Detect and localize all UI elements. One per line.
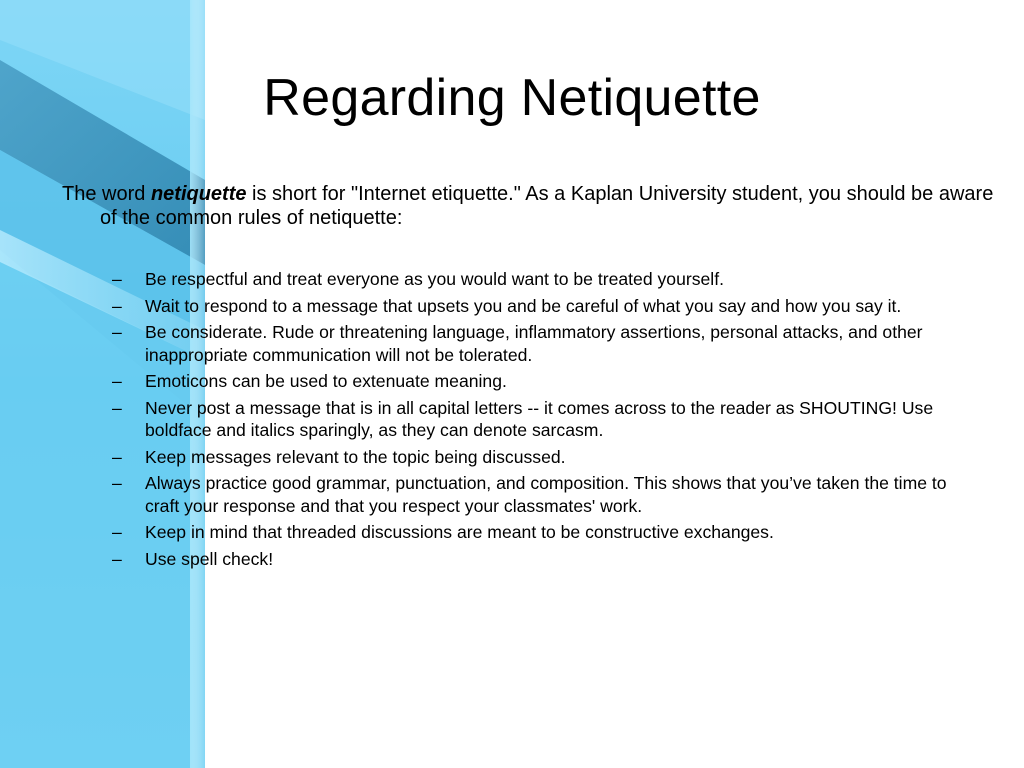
dash-bullet: – (112, 446, 122, 467)
list-item (112, 321, 962, 366)
intro-text-after: is short for "Internet etiquette." As a Kaplan University student, you should be aware of the common rules of netiquette: (100, 183, 994, 229)
list-item (112, 268, 962, 291)
list-item (112, 521, 962, 544)
intro-term: netiquette (150, 183, 247, 205)
rule-text: Never post a message that is in all capital letters -- it comes across to the reader as SHOUTING! Use boldface and italics sparingly, as they can denote sarcasm. (145, 397, 934, 440)
rule-text: Keep in mind that threaded discussions are meant to be constructive exchanges. (145, 522, 774, 542)
list-item (112, 295, 962, 318)
intro-text-before: The word (62, 183, 151, 205)
rule-text: Wait to respond to a message that upsets you and be careful of what you say and how you say it. (145, 295, 902, 316)
rule-text: Be considerate. Rude or threatening language, inflammatory assertions, personal attacks, and other inappropriate communication will not be tolerated. (145, 322, 923, 365)
rule-text: Keep messages relevant to the topic being discussed. (145, 446, 566, 467)
rule-text: Use spell check! (145, 548, 274, 569)
dash-bullet: – (112, 522, 122, 542)
slide-title: Regarding Netiquette (263, 69, 761, 127)
list-item (112, 548, 962, 571)
netiquette-rules-list (112, 268, 962, 574)
dash-bullet: – (112, 397, 122, 418)
dash-bullet: – (112, 473, 122, 493)
rule-text: Be respectful and treat everyone as you would want to be treated yourself. (145, 269, 724, 289)
dash-bullet: – (112, 371, 122, 391)
list-item (112, 472, 962, 517)
rule-text: Always practice good grammar, punctuation, and composition. This shows that you’ve taken the time to craft your response and that you respect your classmates' work. (145, 473, 947, 516)
dash-bullet: – (112, 548, 122, 569)
dash-bullet: – (112, 322, 122, 342)
rule-text: Emoticons can be used to extenuate meaning. (145, 371, 507, 391)
list-item (112, 370, 962, 393)
dash-bullet: – (112, 295, 122, 316)
dash-bullet: – (112, 269, 122, 289)
intro-paragraph (62, 182, 1000, 230)
list-item (112, 397, 962, 442)
list-item (112, 446, 962, 469)
